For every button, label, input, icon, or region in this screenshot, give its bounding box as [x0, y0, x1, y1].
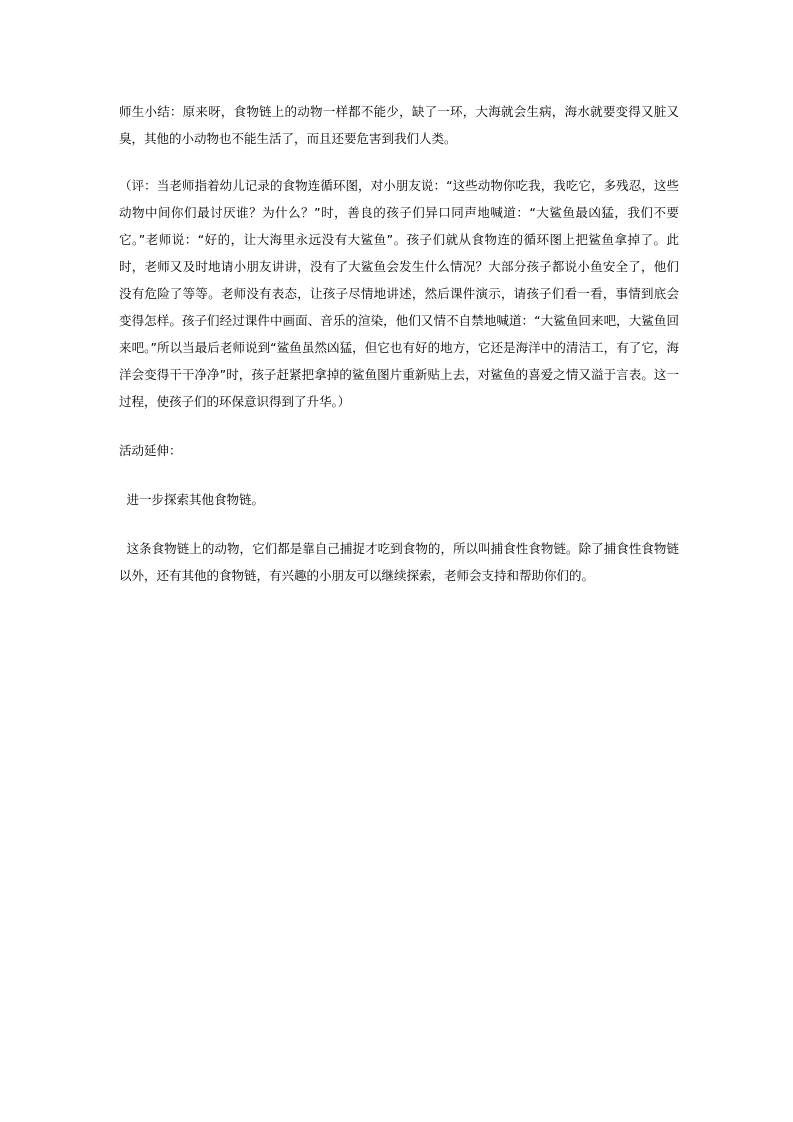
extension-heading: 活动延伸：	[119, 443, 182, 458]
document-body	[119, 98, 679, 589]
closing-paragraph: 这条食物链上的动物，它们都是靠自己捕捉才吃到食物的，所以叫捕食性食物链。除了捕食性食物链以外，还有其他的食物链，有兴趣的小朋友可以继续探索，老师会支持和帮助你们的。	[119, 541, 679, 583]
comment-paragraph: （评：当老师指着幼儿记录的食物连循环图，对小朋友说：“这些动物你吃我，我吃它，多残忍，这些动物中间你们最讨厌谁？为什么？”时，善良的孩子们异口同声地喊道：“大鲨鱼最凶猛，我们不要它。”老师说：“好的，让大海里永远没有大鲨鱼”。孩子们就从食物连的循环图上把鲨鱼拿掉了。此时，老师又及时地请小朋友讲讲，没有了大鲨鱼会发生什么情况？大部分孩子都说小鱼安全了，他们没有危险了等等。老师没有表态，让孩子尽情地讲述，然后课件演示，请孩子们看一看，事情到底会变得怎样。孩子们经过课件中画面、音乐的渲染，他们又情不自禁地喊道：“大鲨鱼回来吧，大鲨鱼回来吧。”所以当最后老师说到“鲨鱼虽然凶猛，但它也有好的地方，它还是海洋中的清洁工，有了它，海洋会变得干干净净”时，孩子赶紧把拿掉的鲨鱼图片重新贴上去，对鲨鱼的喜爱之情又溢于言表。这一过程，使孩子们的环保意识得到了升华。）	[119, 178, 679, 409]
summary-paragraph: 师生小结：原来呀，食物链上的动物一样都不能少，缺了一环，大海就会生病，海水就要变得又脏又臭，其他的小动物也不能生活了，而且还要危害到我们人类。	[119, 104, 679, 146]
extension-item-paragraph: 进一步探索其他食物链。	[126, 492, 265, 507]
